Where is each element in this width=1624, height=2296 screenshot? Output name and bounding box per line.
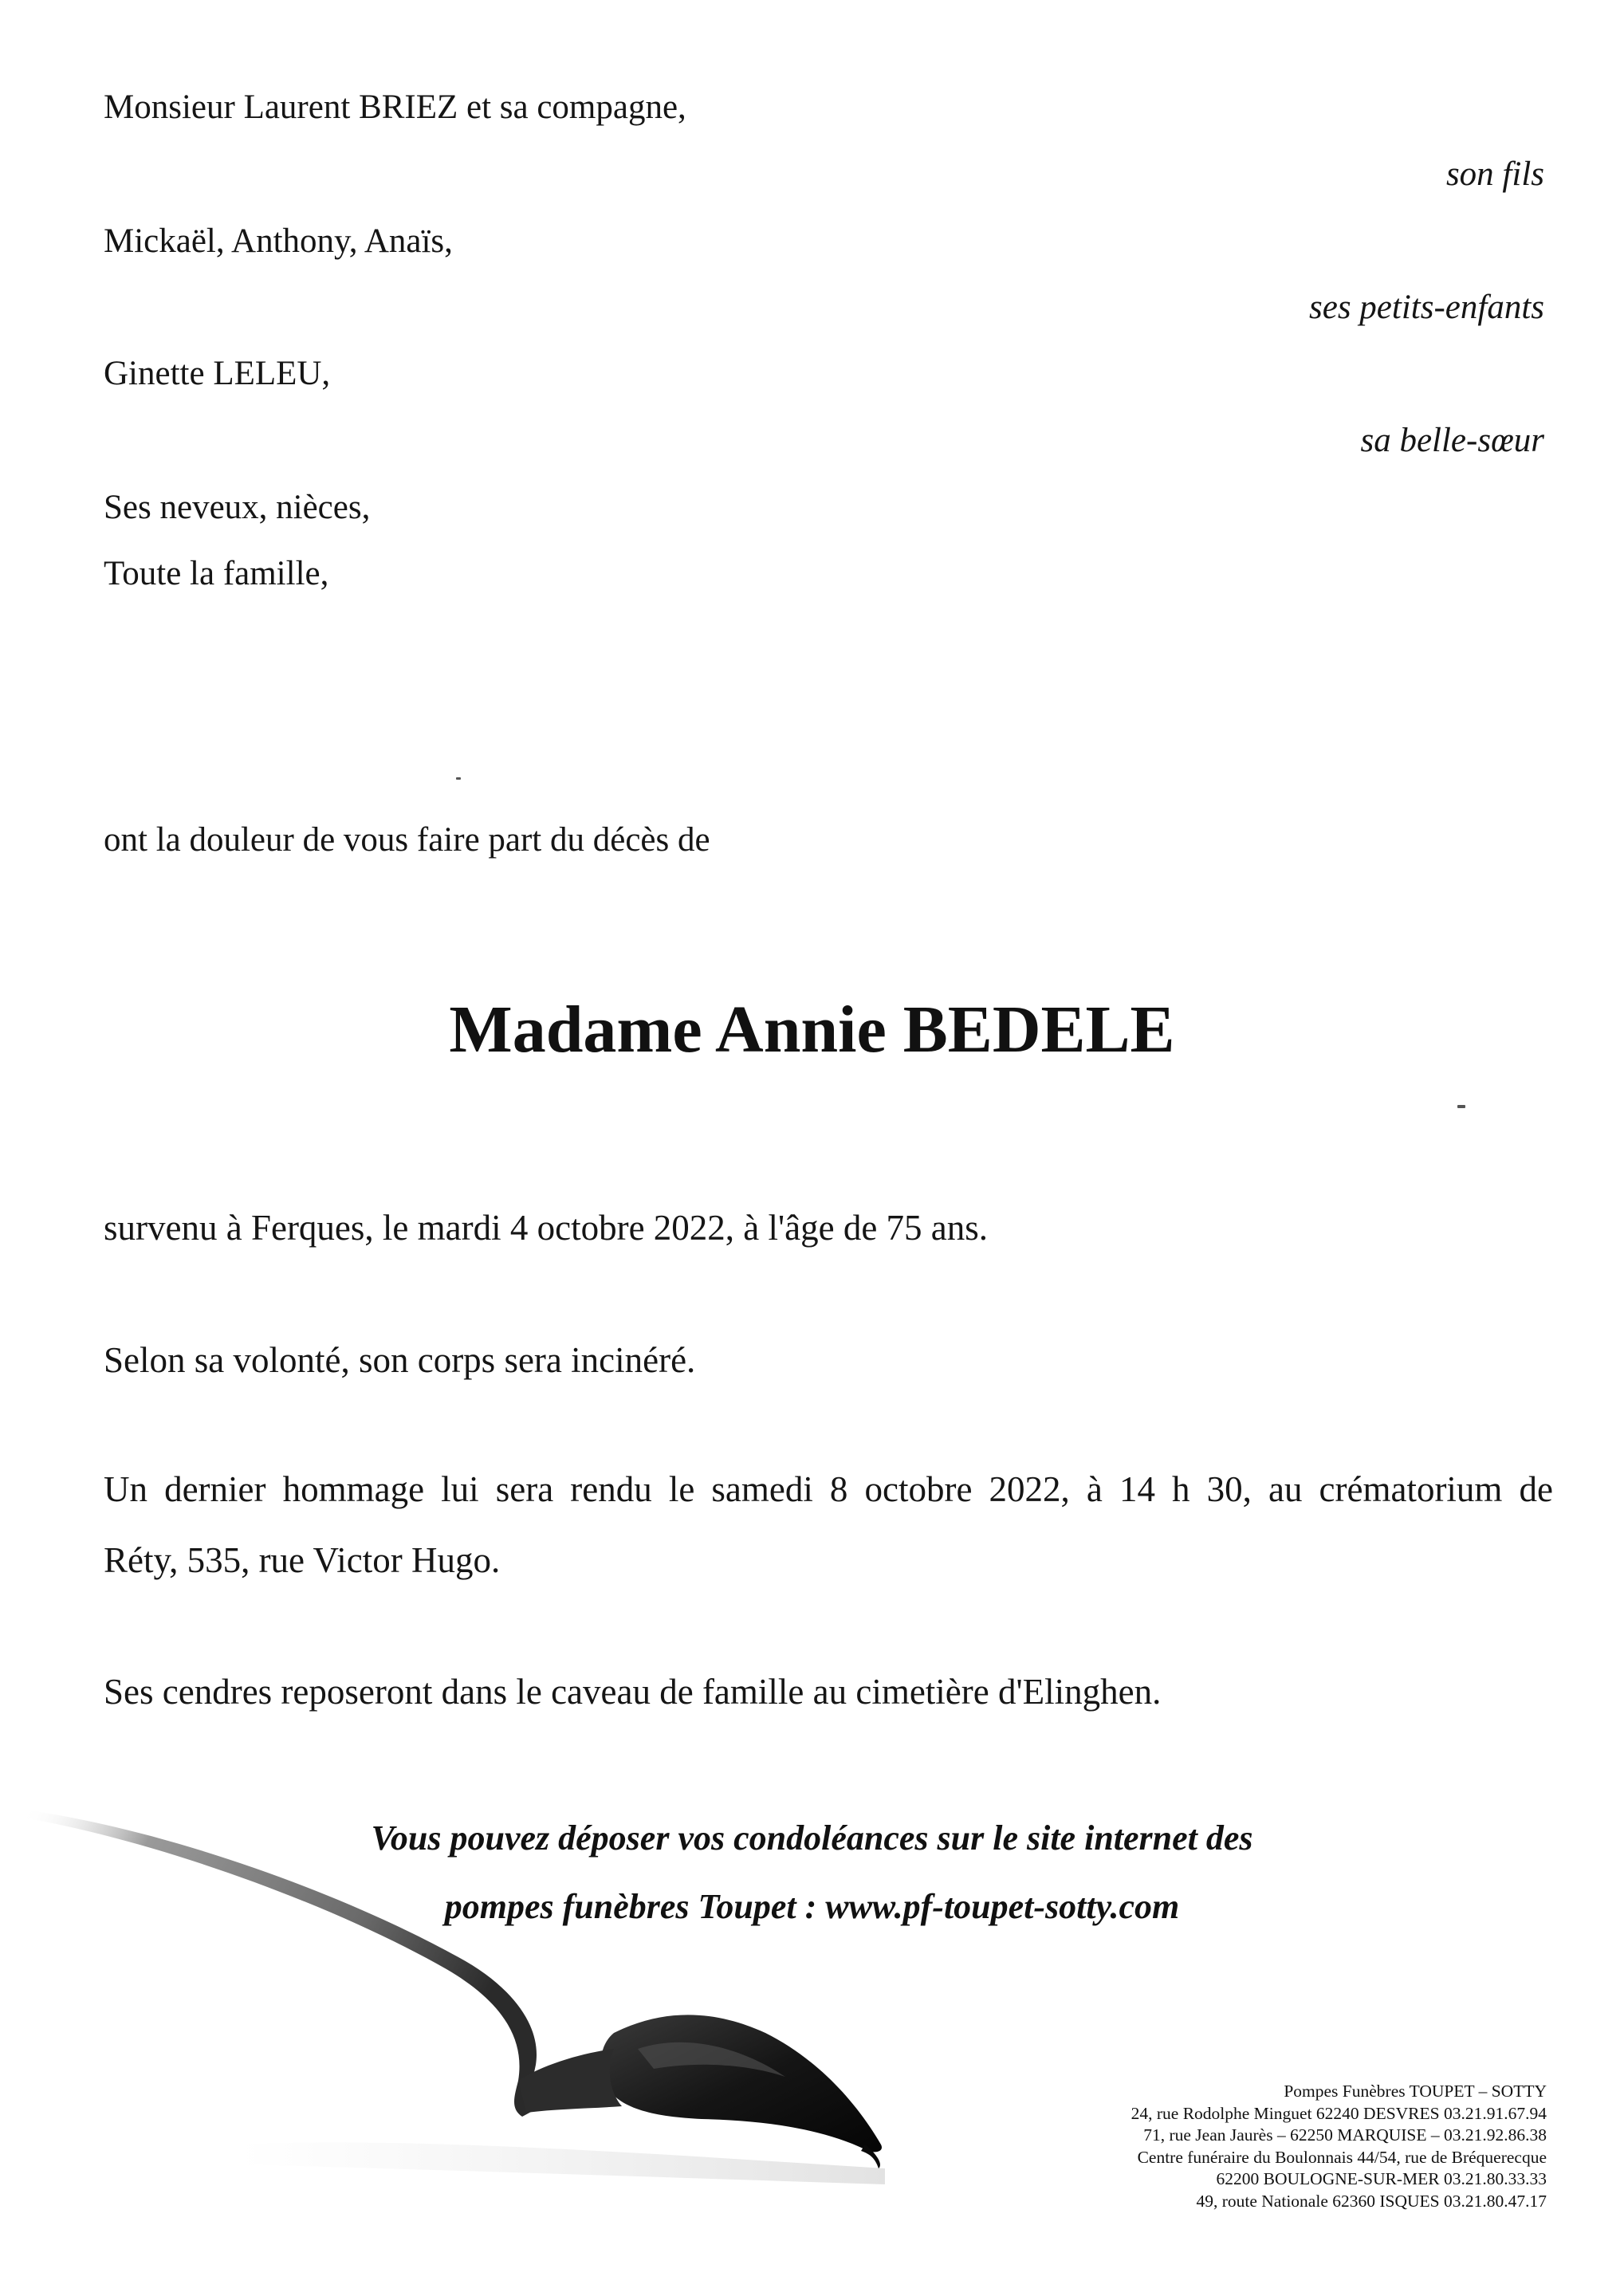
tribute-line-1: Un dernier hommage lui sera rendu le samedi 8 octobre 2022, à 14 h 30, au crématorium de	[104, 1469, 1553, 1509]
family-line-whole-family: Toute la famille,	[104, 555, 329, 592]
funeral-home-address-boulogne: Centre funéraire du Boulonnais 44/54, rue de Bréquerecque	[1137, 2147, 1547, 2167]
family-line-nephews: Ses neveux, nièces,	[104, 489, 371, 526]
condolence-line-1: Vous pouvez déposer vos condoléances sur le site internet des	[371, 1818, 1253, 1858]
funeral-home-address-isques: 49, route Nationale 62360 ISQUES 03.21.80.47.17	[1196, 2191, 1547, 2211]
funeral-home-address-boulogne-city: 62200 BOULOGNE-SUR-MER 03.21.80.33.33	[1216, 2169, 1547, 2188]
cremation-wish: Selon sa volonté, son corps sera incinéré.	[104, 1340, 696, 1380]
funeral-home-name: Pompes Funèbres TOUPET – SOTTY	[1284, 2082, 1547, 2101]
death-details: survenu à Ferques, le mardi 4 octobre 2022, à l'âge de 75 ans.	[104, 1208, 989, 1248]
family-line-sister-in-law: Ginette LELEU,	[104, 355, 331, 392]
condolence-line-2: pompes funèbres Toupet : www.pf-toupet-sotty.com	[444, 1887, 1180, 1926]
family-role-sister-in-law: sa belle-sœur	[1360, 422, 1544, 459]
funeral-home-address-marquise: 71, rue Jean Jaurès – 62250 MARQUISE – 03.21.92.86.38	[1143, 2125, 1547, 2145]
family-line-son: Monsieur Laurent BRIEZ et sa compagne,	[104, 88, 686, 126]
funeral-home-address-desvres: 24, rue Rodolphe Minguet 62240 DESVRES 03.21.91.67.94	[1131, 2103, 1547, 2123]
deceased-name: Madame Annie BEDELE	[449, 993, 1175, 1067]
scan-speck	[456, 777, 461, 780]
funeral-home-info	[1131, 2081, 1547, 2212]
ashes-details: Ses cendres reposeront dans le caveau de famille au cimetière d'Elinghen.	[104, 1672, 1162, 1712]
flower-shadow	[239, 2142, 885, 2184]
scan-speck	[1457, 1105, 1465, 1108]
flower-petal	[601, 2015, 882, 2152]
announcement-text: ont la douleur de vous faire part du décès de	[104, 821, 710, 859]
tribute-line-2: Réty, 535, rue Victor Hugo.	[104, 1540, 501, 1580]
family-role-grandchildren: ses petits-enfants	[1309, 289, 1544, 326]
family-line-grandchildren: Mickaël, Anthony, Anaïs,	[104, 222, 453, 260]
family-role-son: son fils	[1445, 155, 1544, 193]
